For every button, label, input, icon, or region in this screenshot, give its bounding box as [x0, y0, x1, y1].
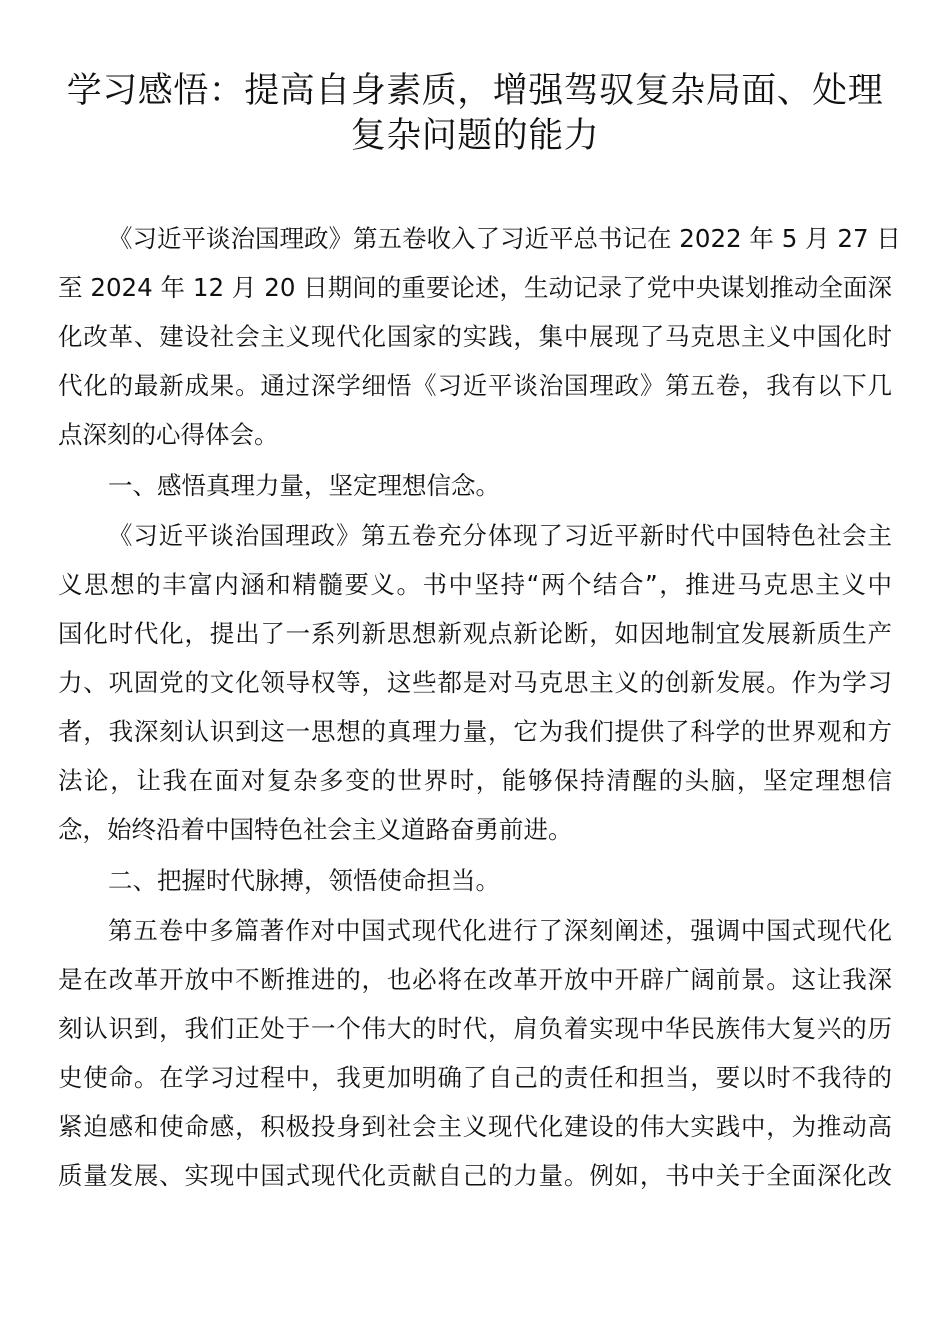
paragraph-line: 者，我深刻认识到这一思想的真理力量，它为我们提供了科学的世界观和方	[58, 717, 892, 746]
paragraph-line: 史使命。在学习过程中，我更加明确了自己的责任和担当，要以时不我待的	[58, 1063, 892, 1092]
document-title-line-2: 复杂问题的能力	[350, 116, 600, 156]
section-heading: 二、把握时代脉搏，领悟使命担当。	[108, 866, 500, 895]
paragraph-line: 义思想的丰富内涵和精髓要义。书中坚持“两个结合”，推进马克思主义中	[58, 570, 892, 599]
paragraph-line: 第五卷中多篇著作对中国式现代化进行了深刻阐述，强调中国式现代化	[108, 916, 892, 945]
paragraph-line: 刻认识到，我们正处于一个伟大的时代，肩负着实现中华民族伟大复兴的历	[58, 1014, 892, 1043]
paragraph-line: 《习近平谈治国理政》第五卷充分体现了习近平新时代中国特色社会主	[108, 521, 892, 550]
paragraph-line: 代化的最新成果。通过深学细悟《习近平谈治国理政》第五卷，我有以下几	[58, 371, 892, 400]
paragraph-line: 念，始终沿着中国特色社会主义道路奋勇前进。	[58, 815, 573, 844]
paragraph-line: 化改革、建设社会主义现代化国家的实践，集中展现了马克思主义中国化时	[58, 322, 892, 351]
paragraph-line: 法论，让我在面对复杂多变的世界时，能够保持清醒的头脑，坚定理想信	[58, 766, 892, 795]
paragraph-line: 质量发展、实现中国式现代化贡献自己的力量。例如，书中关于全面深化改	[58, 1161, 892, 1190]
paragraph-line: 国化时代化，提出了一系列新思想新观点新论断，如因地制宜发展新质生产	[58, 619, 892, 648]
paragraph-line: 是在改革开放中不断推进的，也必将在改革开放中开辟广阔前景。这让我深	[58, 965, 892, 994]
paragraph-line: 至 2024 年 12 月 20 日期间的重要论述，生动记录了党中央谋划推动全面深	[58, 273, 892, 302]
document-title-line-1: 学习感悟：提高自身素质，增强驾驭复杂局面、处理	[66, 71, 884, 111]
section-heading: 一、感悟真理力量，坚定理想信念。	[108, 471, 500, 500]
paragraph-line: 力、巩固党的文化领导权等，这些都是对马克思主义的创新发展。作为学习	[58, 668, 892, 697]
paragraph-line: 《习近平谈治国理政》第五卷收入了习近平总书记在 2022 年 5 月 27 日	[108, 224, 901, 253]
paragraph-line: 紧迫感和使命感，积极投身到社会主义现代化建设的伟大实践中，为推动高	[58, 1112, 892, 1141]
paragraph-line: 点深刻的心得体会。	[58, 420, 279, 449]
